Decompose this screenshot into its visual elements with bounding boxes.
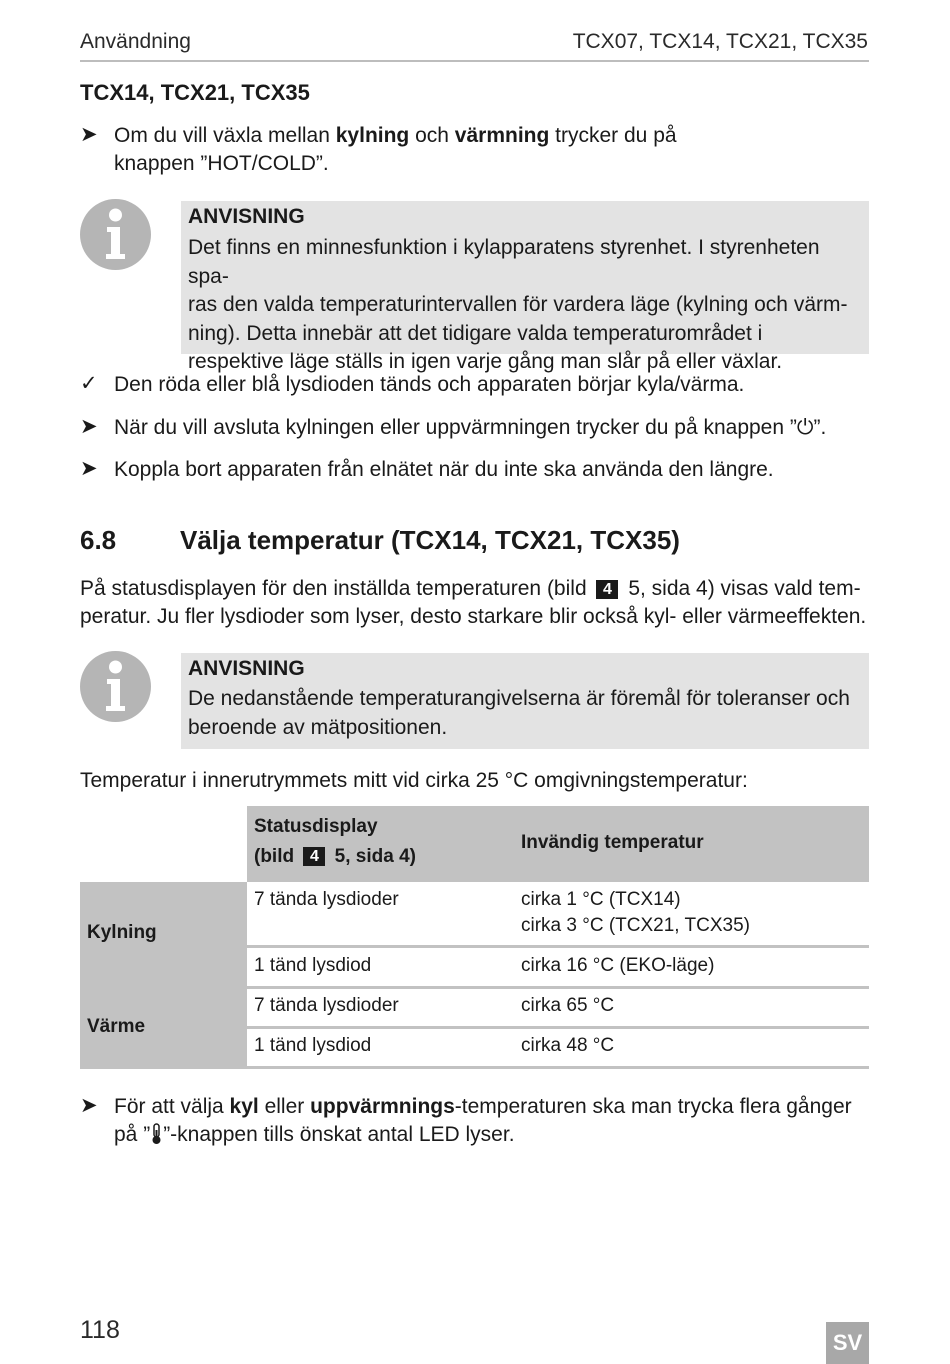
row-divider [247, 945, 869, 948]
page-number: 118 [80, 1316, 120, 1344]
note-title: ANVISNING [188, 205, 305, 228]
arrow-icon: ➤ [80, 415, 98, 438]
section-paragraph: På statusdisplayen för den inställda temperaturen (bild 4 5, sida 4) visas vald tem- peratur. Ju fler lysdioder som lyser, desto starkare blir också kyl- eller värmeeffekten. [80, 577, 867, 628]
table-cell-status: 1 tänd lysdiod [254, 1035, 372, 1056]
header-section: Användning [80, 30, 191, 53]
group-label-heating: Värme [87, 1016, 146, 1037]
table-intro: Temperatur i innerutrymmets mitt vid cirka 25 °C omgivningstemperatur: [80, 769, 748, 792]
table-cell-status: 7 tända lysdioder [254, 889, 399, 910]
step-disconnect [80, 456, 870, 486]
arrow-icon: ➤ [80, 457, 98, 480]
note-title: ANVISNING [188, 657, 305, 680]
info-icon [80, 651, 151, 722]
header-rule [80, 60, 869, 62]
temperature-table [80, 806, 869, 1070]
table-header-temperature: Invändig temperatur [521, 832, 704, 853]
final-bullet [80, 1093, 870, 1153]
note-body: De nedanstående temperaturangivelserna är föremål för toleranser och beroende av mätpositionen. [188, 687, 850, 739]
note-box-memory [181, 201, 869, 373]
section-title: Välja temperatur (TCX14, TCX21, TCX35) [180, 525, 680, 555]
intro-bullet [80, 122, 870, 182]
section-number: 6.8 [80, 525, 117, 555]
table-cell-temperature: cirka 48 °C [521, 1035, 615, 1056]
intro-bullet-text: Om du vill växla mellan kylning och värmning trycker du på knappen ”HOT/COLD”. [114, 124, 677, 175]
checkmark-icon: ✓ [80, 372, 98, 395]
thermometer-icon [150, 1123, 163, 1145]
header-models: TCX07, TCX14, TCX21, TCX35 [572, 30, 868, 53]
table-cell-status: 7 tända lysdioder [254, 995, 399, 1016]
figure-badge: 4 [303, 847, 325, 866]
step-text: Koppla bort apparaten från elnätet när du inte ska använda den längre. [114, 458, 774, 481]
step-text: När du vill avsluta kylningen eller uppvärmningen trycker du på knappen ”⏻”. [114, 416, 827, 439]
group-label-cooling: Kylning [87, 922, 157, 943]
row-divider [247, 1026, 869, 1029]
final-bullet-text: För att välja kyl eller uppvärmnings-temperaturen ska man trycka flera gånger på ” ”-knappen tills önskat antal LED lyser. [114, 1095, 852, 1146]
figure-badge: 4 [596, 580, 618, 599]
subheading: TCX14, TCX21, TCX35 [80, 80, 310, 105]
arrow-icon: ➤ [80, 1094, 98, 1117]
step-text: Den röda eller blå lysdioden tänds och apparaten börjar kyla/värma. [114, 373, 745, 396]
step-result [80, 371, 870, 401]
table-cell-status: 1 tänd lysdiod [254, 955, 372, 976]
table-header-status: Statusdisplay (bild 4 5, sida 4) [254, 816, 416, 867]
table-cell-temperature: cirka 1 °C (TCX14) cirka 3 °C (TCX21, TCX35) [521, 889, 750, 936]
note-body: Det finns en minnesfunktion i kylapparatens styrenhet. I styrenheten spa- ras den valda temperaturintervallen för vardera läge (kylning och värm- ning). Detta innebär att det tidigare valda temperaturområdet i respektive läge ställs in igen varje gång man slår på eller växlar. [188, 236, 848, 373]
step-turn-off [80, 414, 870, 444]
arrow-icon: ➤ [80, 123, 98, 146]
info-icon [80, 199, 151, 270]
note-box-tolerance [181, 653, 869, 749]
table-cell-temperature: cirka 16 °C (EKO-läge) [521, 955, 715, 976]
language-badge: SV [826, 1322, 869, 1364]
table-cell-temperature: cirka 65 °C [521, 995, 615, 1016]
table-bottom-rule [80, 1066, 869, 1069]
group-divider [80, 986, 869, 989]
